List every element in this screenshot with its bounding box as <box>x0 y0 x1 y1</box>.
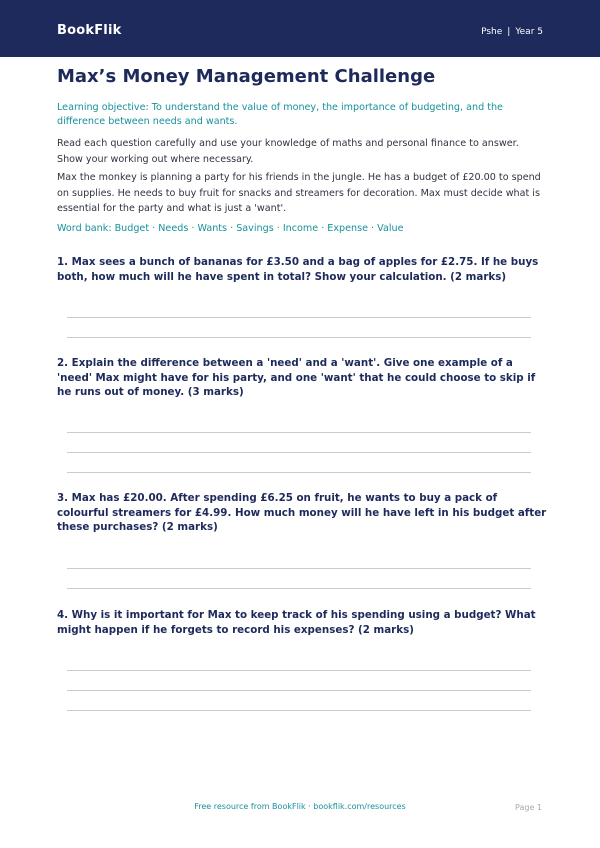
answer-line[interactable] <box>67 432 531 433</box>
answer-line[interactable] <box>67 452 531 453</box>
worksheet-title: Max’s Money Management Challenge <box>57 66 436 87</box>
answer-line[interactable] <box>67 690 531 691</box>
answer-line[interactable] <box>67 472 531 473</box>
year-label: Year 5 <box>515 27 543 37</box>
instructions-text: Read each question carefully and use your knowledge of maths and personal finance to answer. Show your working out where necessary. <box>57 138 519 165</box>
answer-line[interactable] <box>67 588 531 589</box>
subject-year-label <box>481 27 543 37</box>
question-3: 3. Max has £20.00. After spending £6.25 on fruit, he wants to buy a pack of colourful streamers for £4.99. How much money will he have left in his budget after these purchases? (2 marks) <box>57 492 547 533</box>
scenario-text: Max the monkey is planning a party for his friends in the jungle. He has a budget of £20.00 to spend on supplies. He needs to buy fruit for snacks and streamers for decoration. Max must decide what is essential for the party and what is just a 'want'. <box>57 172 541 214</box>
answer-line[interactable] <box>67 317 531 318</box>
meta-separator: | <box>507 27 511 37</box>
answer-line[interactable] <box>67 337 531 338</box>
answer-line[interactable] <box>67 670 531 671</box>
question-1: 1. Max sees a bunch of bananas for £3.50 and a bag of apples for £2.75. If he buys both, how much will he have spent in total? Show your calculation. (2 marks) <box>57 256 539 283</box>
brand-logo: BookFlik <box>57 23 122 38</box>
word-bank: Word bank: Budget · Needs · Wants · Savings · Income · Expense · Value <box>57 223 404 234</box>
footer-source-link[interactable]: Free resource from BookFlik · bookflik.com/resources <box>194 802 406 811</box>
answer-line[interactable] <box>67 710 531 711</box>
header-bar <box>0 0 600 57</box>
subject-label: Pshe <box>481 27 503 37</box>
question-4: 4. Why is it important for Max to keep track of his spending using a budget? What might happen if he forgets to record his expenses? (2 marks) <box>57 609 536 636</box>
learning-objective: Learning objective: To understand the value of money, the importance of budgeting, and the difference between needs and wants. <box>57 102 503 127</box>
answer-line[interactable] <box>67 568 531 569</box>
question-2: 2. Explain the difference between a 'need' and a 'want'. Give one example of a 'need' Max might have for his party, and one 'want' that he could choose to skip if he runs out of money. (3 marks) <box>57 357 536 398</box>
page-number: Page 1 <box>515 803 542 812</box>
